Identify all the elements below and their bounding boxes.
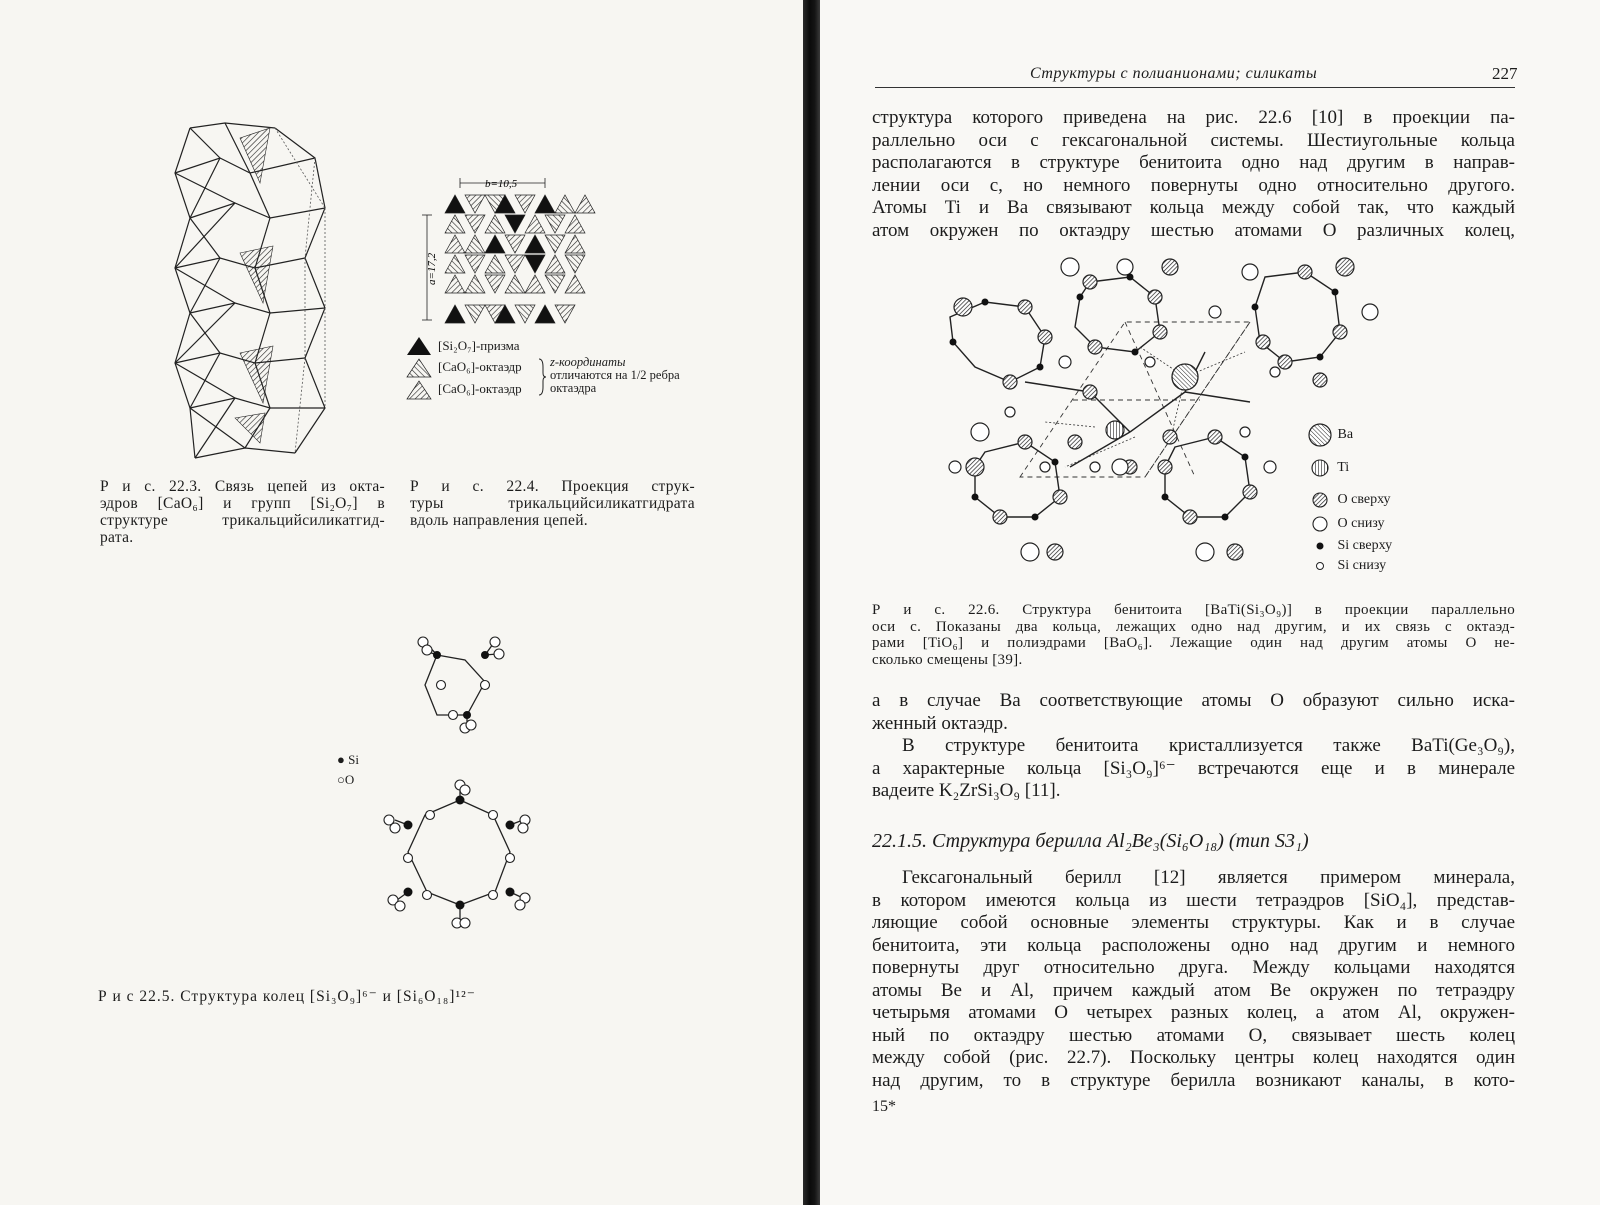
paragraph-4-line-7: четырьмя атомами O четырех разных колец, а атом Al, окружен- bbox=[872, 1002, 1515, 1023]
fig-22-5-legend bbox=[337, 750, 359, 790]
si-up-atom-icon bbox=[1306, 538, 1334, 554]
legend-si-down-row bbox=[1306, 556, 1392, 576]
fig-22-3-caption-line-2: эдров [CaO₆] и групп [Si₂O₇] в bbox=[100, 495, 385, 512]
legend-note-line-1: z-координаты bbox=[550, 355, 626, 369]
legend-o-row bbox=[337, 770, 359, 790]
paragraph-1-line-2: раллельно оси c гексагональной системы. Шестиугольные кольца bbox=[872, 129, 1515, 151]
paragraph-4 bbox=[872, 867, 1515, 1092]
running-head: Структуры с полианионами; силикаты bbox=[1030, 65, 1318, 82]
legend-si-up-row bbox=[1306, 536, 1392, 556]
paragraph-1 bbox=[872, 107, 1515, 242]
ti-atom-icon bbox=[1306, 457, 1334, 479]
fig-22-3-caption-line-3: структуре трикальцийсиликатгид- bbox=[100, 512, 385, 529]
paragraph-2-line-2: женный октаэдр. bbox=[872, 712, 1008, 734]
legend-note bbox=[550, 356, 680, 395]
fig-22-4-caption-line-1: Р и с. 22.4. Проекция струк- bbox=[410, 478, 695, 495]
fig-22-4-caption-line-3: вдоль направления цепей. bbox=[410, 512, 588, 529]
book-spine bbox=[803, 0, 820, 1205]
legend-o: O bbox=[344, 772, 355, 787]
right-page bbox=[820, 0, 1600, 1205]
hollow-dot-icon: ○ bbox=[337, 772, 345, 787]
si-down-atom-icon bbox=[1306, 558, 1334, 574]
legend-si-down: Si снизу bbox=[1337, 558, 1387, 573]
filled-dot-icon: ● bbox=[337, 752, 345, 767]
legend-ba-row bbox=[1306, 422, 1392, 448]
legend-o-down-row bbox=[1306, 512, 1392, 536]
legend-note-line-3: октаэдра bbox=[550, 381, 597, 395]
paragraph-4-line-1: Гексагональный берилл [12] является примером минерала, bbox=[902, 867, 1515, 888]
paragraph-1-line-1: структура которого приведена на рис. 22.6 [10] в проекции па- bbox=[872, 107, 1515, 128]
legend-si: Si bbox=[348, 752, 359, 767]
page-number: 227 bbox=[1492, 64, 1518, 83]
paragraph-4-line-5: повернуты друг относительно друга. Между кольцами находятся bbox=[872, 957, 1515, 978]
fig-22-6-caption-line-3: рами [TiO₆] и полиэдрами [BaO₆]. Лежащие один над другим атомы O не- bbox=[872, 635, 1515, 651]
fig-22-3-caption-line-1: Р и с. 22.3. Связь цепей из окта- bbox=[100, 478, 385, 495]
paragraph-1-line-3: располагаются в структуре бенитоита одно над другим в направ- bbox=[872, 152, 1515, 173]
fig-22-4-legend bbox=[405, 335, 705, 405]
fig-22-4-projection bbox=[405, 175, 605, 335]
fig-22-3-caption-line-4: рата. bbox=[100, 529, 134, 546]
legend-o-up: O сверху bbox=[1337, 492, 1391, 507]
paragraph-1-line-4: лении оси c, но немного повернуты одно относительно другого. bbox=[872, 174, 1515, 196]
signature-mark: 15* bbox=[872, 1098, 896, 1115]
paragraph-3-line-1: В структуре бенитоита кристаллизуется также BaTi(Ge₃O₉), bbox=[902, 735, 1515, 756]
legend-o-down: O снизу bbox=[1337, 516, 1385, 531]
legend-ti: Ti bbox=[1337, 460, 1350, 475]
paragraph-3-line-3: вадеите K₂ZrSi₃O₉ [11]. bbox=[872, 780, 1061, 801]
section-heading: 22.1.5. Структура берилла Al₂Be₃(Si₆O₁₈) (тип S3₁) bbox=[872, 830, 1309, 852]
header-rule bbox=[875, 87, 1515, 88]
paragraph-4-line-3: ляющие собой основные элементы структуры. Как и в случае bbox=[872, 912, 1515, 933]
fig-22-5-rings bbox=[375, 630, 555, 960]
legend-octahedron-1: [CaO₆]-октаэдр bbox=[438, 359, 522, 374]
paragraph-4-line-8: ный по октаэдру шестью атомами O, связывает шесть колец bbox=[872, 1024, 1515, 1046]
legend-prism: [Si₂O₇]-призма bbox=[438, 338, 520, 353]
legend-octahedron-2: [CaO₆]-октаэдр bbox=[438, 381, 522, 396]
paragraph-4-line-9: между собой (рис. 22.7). Поскольку центры колец находятся один bbox=[872, 1047, 1515, 1068]
fig-22-4-caption-line-2: туры трикальцийсиликатгидрата bbox=[410, 495, 695, 512]
legend-ba: Ba bbox=[1337, 427, 1354, 443]
fig-22-6-caption-line-2: оси c. Показаны два кольца, лежащих одно над другим, и их связь с октаэд- bbox=[872, 618, 1515, 635]
fig-22-6-legend bbox=[1306, 422, 1392, 576]
fig-22-6-caption bbox=[872, 602, 1515, 668]
paragraph-4-line-10: над другим, то в структуре берилла возникают каналы, в кото- bbox=[872, 1069, 1515, 1091]
fig-22-4-caption bbox=[410, 478, 695, 529]
legend-brace bbox=[537, 357, 547, 397]
legend-si-up: Si сверху bbox=[1337, 538, 1393, 553]
paragraph-1-line-6: атом окружен по октаэдру шестью атомами O различных колец, bbox=[872, 219, 1515, 241]
ba-atom-icon bbox=[1306, 422, 1334, 448]
fig-22-6-caption-line-1: Р и с. 22.6. Структура бенитоита [BaTi(Si₃O₉)] в проекции параллельно bbox=[872, 602, 1515, 618]
paragraph-4-line-4: бенитоита, эти кольца расположены одно над другим и немного bbox=[872, 934, 1515, 956]
o-down-atom-icon bbox=[1306, 513, 1334, 535]
paragraph-3 bbox=[872, 735, 1515, 803]
paragraph-1-line-5: Атомы Ti и Ba связывают кольца между собой так, что каждый bbox=[872, 197, 1515, 218]
paragraph-2-line-1: а в случае Ba соответствующие атомы O образуют сильно иска- bbox=[872, 690, 1515, 711]
legend-si-row bbox=[337, 750, 359, 770]
fig-22-6-caption-line-4: сколько смещены [39]. bbox=[872, 651, 1023, 668]
paragraph-4-line-2: в котором имеются кольца из шести тетраэдров [SiO₄], представ- bbox=[872, 889, 1515, 911]
legend-note-line-2: отличаются на 1/2 ребра bbox=[550, 368, 680, 382]
paragraph-4-line-6: атомы Be и Al, причем каждый атом Be окружен по тетраэдру bbox=[872, 979, 1515, 1001]
paragraph-3-line-2: а характерные кольца [Si₃O₉]⁶⁻ встречаются еще и в минерале bbox=[872, 757, 1515, 779]
paragraph-2 bbox=[872, 690, 1515, 735]
legend-o-up-row bbox=[1306, 488, 1392, 512]
fig-22-3-caption bbox=[100, 478, 385, 546]
legend-swatches bbox=[405, 335, 437, 405]
fig-22-4-a-label: a=17,2 bbox=[426, 252, 438, 285]
fig-22-4-b-label: b=10,5 bbox=[485, 178, 518, 190]
fig-22-3-octahedra-chain bbox=[165, 118, 340, 468]
legend-ti-row bbox=[1306, 456, 1392, 480]
fig-22-5-caption: Р и с 22.5. Структура колец [Si₃O₉]⁶⁻ и [Si₆O₁₈]¹²⁻ bbox=[98, 988, 476, 1005]
o-up-atom-icon bbox=[1306, 489, 1334, 511]
